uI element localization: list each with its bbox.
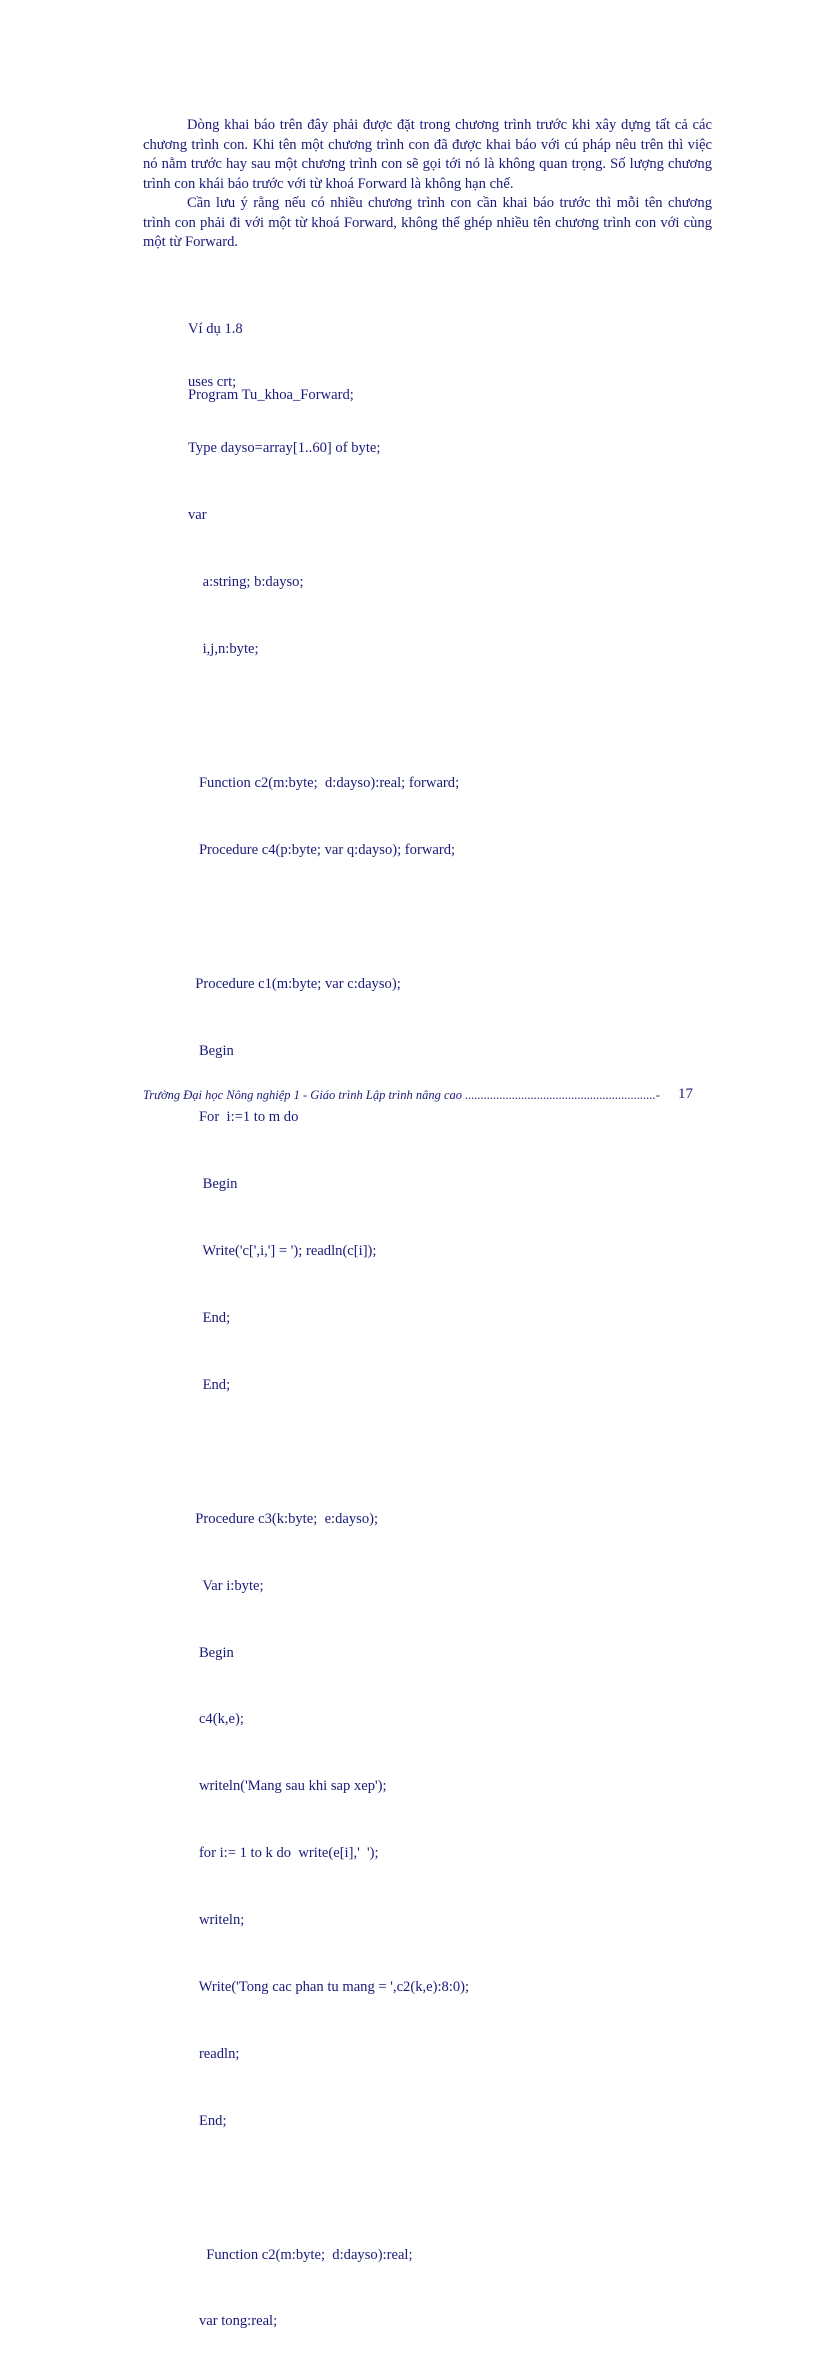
code-line: End; (188, 2112, 227, 2129)
code-line: Procedure c1(m:byte; var c:dayso); (188, 975, 401, 992)
page-number: 17 (678, 1086, 693, 1102)
code-line (188, 1441, 469, 1463)
paragraph-forward-keyword-note: Cần lưu ý rằng nếu có nhiều chương trình con cần khai báo trước thì mỗi tên chương trình con phải đi với một từ khoá Forward, không thể ghép nhiều tên chương trình con với cùng một từ Forward. (143, 195, 712, 250)
code-line (188, 705, 469, 727)
code-line: Write('c[',i,'] = '); readln(c[i]); (188, 1243, 377, 1260)
code-line: Procedure c3(k:byte; e:dayso); (188, 1510, 379, 1527)
code-line: Type dayso=array[1..60] of byte; (188, 440, 381, 457)
code-line (188, 2177, 469, 2199)
code-line: Begin (188, 1042, 234, 1059)
code-line: Function c2(m:byte; d:dayso):real; forward; (188, 774, 460, 791)
code-line: End; (188, 1376, 231, 1393)
paragraph-forward-declaration: Dòng khai báo trên đây phải được đặt trong chương trình trước khi xây dựng tất cả các chương trình con. Khi tên một chương trình con đã được khai báo với cú pháp nêu trên thì việc nó nằm trước hay sau một chương trình con sẽ gọi tới nó là không quan trọng. Số lượng chương trình con khái báo trước với từ khoá Forward là không hạn chế. (143, 117, 712, 192)
example-title: Ví dụ 1.8 (188, 320, 243, 337)
code-line: Write('Tong cac phan tu mang = ',c2(k,e):8:0); (188, 1978, 470, 1995)
page-footer: Trường Đại học Nông nghiệp 1 - Giáo trình Lập trình nâng cao .............................................................- (143, 1088, 660, 1102)
code-block (188, 326, 469, 2355)
code-line: Begin (188, 1176, 238, 1193)
code-line: Function c2(m:byte; d:dayso):real; (188, 2246, 413, 2263)
code-line: var tong:real; (188, 2313, 278, 2330)
code-line: writeln; (188, 1912, 245, 1929)
code-line: Begin (188, 1644, 234, 1661)
code-line: readln; (188, 2045, 240, 2062)
code-line: Program Tu_khoa_Forward; (188, 387, 354, 404)
code-line: writeln('Mang sau khi sap xep'); (188, 1778, 387, 1795)
code-line: c4(k,e); (188, 1711, 244, 1728)
code-line: i,j,n:byte; (188, 641, 259, 658)
code-line: Var i:byte; (188, 1577, 264, 1594)
code-line: End; (188, 1310, 231, 1327)
code-line (188, 906, 469, 928)
code-line: uses crt; (188, 373, 237, 390)
code-line: var (188, 507, 207, 524)
code-line: for i:= 1 to k do write(e[i],' '); (188, 1845, 379, 1862)
code-line: Procedure c4(p:byte; var q:dayso); forward; (188, 841, 456, 858)
code-line: a:string; b:dayso; (188, 574, 304, 591)
code-line: For i:=1 to m do (188, 1109, 299, 1126)
